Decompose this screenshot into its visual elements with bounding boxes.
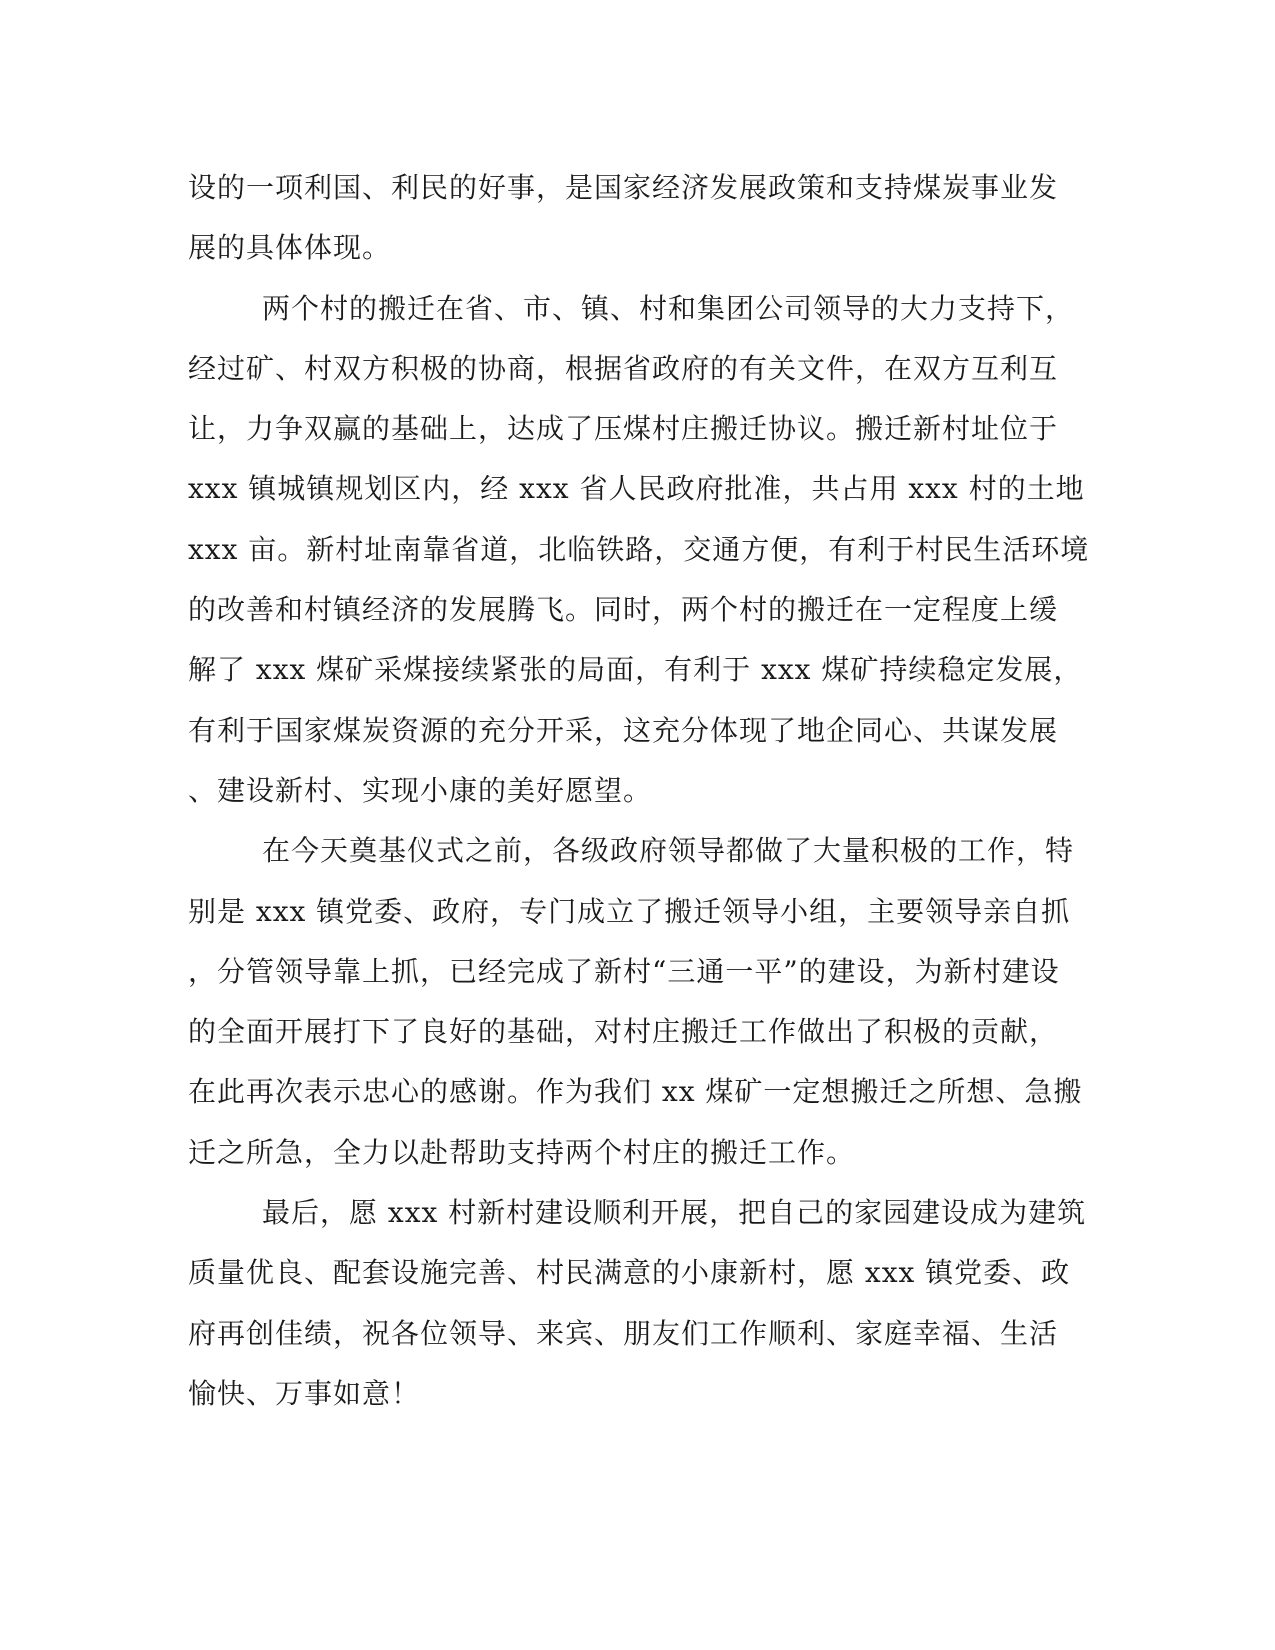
text-line: 经过矿、村双方积极的协商，根据省政府的有关文件，在双方互利互 — [188, 351, 1059, 385]
text-line: 的全面开展打下了良好的基础，对村庄搬迁工作做出了积极的贡献， — [188, 1015, 1059, 1049]
text-line: 在今天奠基仪式之前，各级政府领导都做了大量积极的工作，特 — [262, 834, 1075, 868]
text-line: 愉快、万事如意！ — [188, 1376, 421, 1410]
text-line: 质量优良、配套设施完善、村民满意的小康新村，愿 xxx 镇党委、政 — [188, 1256, 1071, 1290]
text-line: 有利于国家煤炭资源的充分开采，这充分体现了地企同心、共谋发展 — [188, 713, 1059, 747]
text-line: 设的一项利国、利民的好事，是国家经济发展政策和支持煤炭事业发 — [188, 171, 1059, 204]
text-line: 最后，愿 xxx 村新村建设顺利开展，把自己的家园建设成为建筑 — [262, 1196, 1087, 1230]
text-line: 在此再次表示忠心的感谢。作为我们 xx 煤矿一定想搬迁之所想、急搬 — [188, 1075, 1083, 1109]
text-line: 的改善和村镇经济的发展腾飞。同时，两个村的搬迁在一定程度上缓 — [188, 593, 1059, 627]
text-line: 解了 xxx 煤矿采煤接续紧张的局面，有利于 xxx 煤矿持续稳定发展， — [188, 653, 1083, 687]
text-line: 府再创佳绩，祝各位领导、来宾、朋友们工作顺利、家庭幸福、生活 — [188, 1316, 1059, 1350]
text-line: xxx 镇城镇规划区内，经 xxx 省人民政府批准，共占用 xxx 村的土地 — [188, 472, 1085, 506]
text-line: 让，力争双赢的基础上，达成了压煤村庄搬迁协议。搬迁新村址位于 — [188, 412, 1059, 446]
text-line: xxx 亩。新村址南靠省道，北临铁路，交通方便，有利于村民生活环境 — [188, 532, 1090, 566]
text-line: 迁之所急，全力以赴帮助支持两个村庄的搬迁工作。 — [188, 1135, 856, 1169]
text-line: 、建设新村、实现小康的美好愿望。 — [188, 773, 653, 807]
text-line: ，分管领导靠上抓，已经完成了新村“三通一平”的建设，为新村建设 — [188, 954, 1060, 988]
document-body — [188, 158, 1088, 1424]
text-line: 两个村的搬迁在省、市、镇、村和集团公司领导的大力支持下， — [262, 291, 1075, 325]
text-line: 别是 xxx 镇党委、政府，专门成立了搬迁领导小组，主要领导亲自抓 — [188, 894, 1071, 928]
text-line: 展的具体体现。 — [188, 231, 392, 265]
